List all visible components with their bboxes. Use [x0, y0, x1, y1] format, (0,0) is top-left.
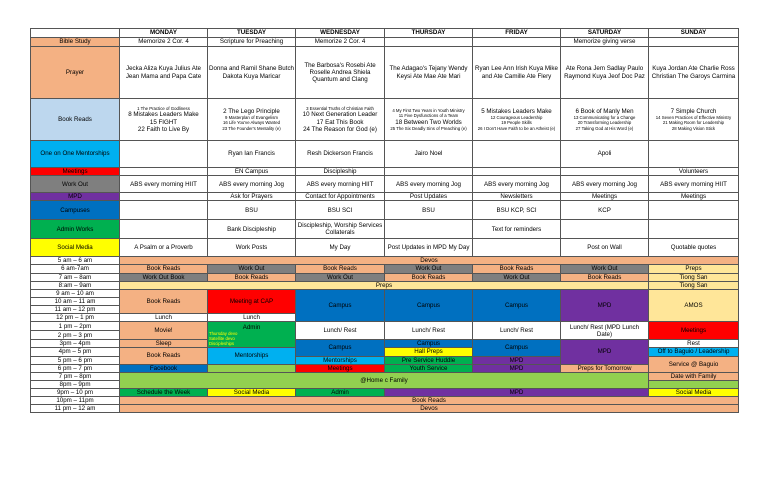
admin-cell: [561, 220, 649, 239]
meetings-cell: Volunteers: [649, 168, 739, 176]
social-media-cell: [473, 239, 561, 257]
work-out-block: Work Out: [385, 265, 473, 273]
book-title: 7 Simple Church: [670, 108, 717, 116]
admin-works-row: [31, 220, 739, 239]
book-title: 17 Eat This Book: [316, 118, 364, 126]
campuses-row: [31, 201, 739, 220]
row-label-campuses: Campuses: [31, 201, 120, 220]
devos-block: Devos: [120, 257, 739, 265]
mpd-block: MPD: [385, 389, 649, 397]
admin-title: Admin: [242, 323, 261, 331]
time-label: 5 am – 6 am: [31, 257, 120, 265]
prayer-cell: Kuya Jordan Ate Charlie Ross Christian The Garoys Carmina: [649, 47, 739, 99]
mpd-row: [31, 193, 739, 201]
prayer-cell: The Barbosa's Rosebi Ate Roselle Andrea Shiela Quantum and Clang: [296, 47, 385, 99]
book-reads-cell: [120, 99, 208, 141]
time-row: [31, 265, 739, 273]
mentorship-cell: [649, 141, 739, 168]
time-label: 3pm – 4pm: [31, 340, 120, 348]
rest-block: Rest: [649, 340, 739, 348]
mentorships-row: [31, 141, 739, 168]
work-out-cell: ABS every morning Jog: [473, 176, 561, 193]
admin-cell: [120, 220, 208, 239]
book-title: 25 The Six Deadly Sins of Preaching (e): [390, 125, 467, 131]
meetings-cell: EN Campus: [208, 168, 296, 176]
book-title: 2 The Lego Principle: [223, 108, 280, 116]
book-reads-cell: [561, 99, 649, 141]
mpd-block: MPD: [473, 364, 561, 372]
book-title: 13 Communicating for a Change: [573, 115, 636, 121]
meetings-cell: [385, 168, 473, 176]
mentorships-block: Mentorships: [296, 356, 385, 364]
campus-cell: KCP: [561, 201, 649, 220]
schedule-body: [31, 29, 739, 413]
social-media-cell: My Day: [296, 239, 385, 257]
mentorship-cell: Resh Dickerson Francis: [296, 141, 385, 168]
mentorships-block: Mentorships: [208, 348, 296, 364]
book-title: 10 Next Generation Leader: [302, 111, 378, 119]
schedule-week-block: Schedule the Week: [120, 389, 208, 397]
time-label: 7 am – 8am: [31, 273, 120, 281]
book-title: 26 I Don't Have Faith to be an Atheist (e): [477, 125, 556, 131]
campus-cell: BSU: [208, 201, 296, 220]
social-media-cell: A Psalm or a Proverb: [120, 239, 208, 257]
book-title: 14 Seven Practices of Effective Ministry: [655, 115, 732, 121]
work-out-row: [31, 176, 739, 193]
time-label: 8:am – 9am: [31, 281, 120, 289]
book-title: 4 My First Two Years in Youth Ministry: [392, 108, 465, 114]
schedule-sheet: [30, 28, 738, 413]
social-media-cell: Quotable quotes: [649, 239, 739, 257]
bible-study-cell: Scripture for Preaching: [208, 38, 296, 47]
header-row: [31, 29, 739, 38]
preps-block: Preps: [649, 265, 739, 273]
prayer-cell: Ate Rona Jem Sadlay Paulo Raymond Kuya Jeof Doc Paz: [561, 47, 649, 99]
admin-cell: Discipleship, Worship Services Collaterals: [296, 220, 385, 239]
meetings-row: [31, 168, 739, 176]
book-title: 12 Courageous Leadership: [490, 115, 543, 121]
prayer-cell: Donna and Ramil Shane Butch Dakota Kuya Maricar: [208, 47, 296, 99]
book-title: 18 Between Two Worlds: [395, 118, 462, 126]
mpd-block: MPD: [561, 340, 649, 364]
sleep-block: Sleep: [120, 340, 208, 348]
social-media-block: Social Media: [649, 389, 739, 397]
meeting-at-cap-block: Meeting at CAP: [208, 289, 296, 313]
book-title: 1 The Practice of Godliness: [137, 106, 190, 112]
mentorship-cell: Apoli: [561, 141, 649, 168]
admin-cell: Bank Discipleship: [208, 220, 296, 239]
work-out-block: Work Out: [561, 265, 649, 273]
time-row: [31, 322, 739, 331]
prayer-row: [31, 47, 739, 99]
book-reads-cell: [385, 99, 473, 141]
book-reads-block: Book Reads: [120, 397, 739, 405]
meetings-cell: [561, 168, 649, 176]
time-row: [31, 364, 739, 372]
book-reads-block: Book Reads: [120, 265, 208, 273]
lunch-block: Lunch: [208, 314, 296, 322]
time-row: [31, 257, 739, 265]
preps-tomorrow-block: Preps for Tomorrow: [561, 364, 649, 372]
book-reads-cell: [649, 99, 739, 141]
time-label: 8pm – 9pm: [31, 380, 120, 388]
prayer-cell: Jecka Aliza Kuya Julius Ate Jean Mama and Papa Cate: [120, 47, 208, 99]
bible-study-cell: [649, 38, 739, 47]
campus-cell: [120, 201, 208, 220]
work-out-cell: ABS every morning Jog: [561, 176, 649, 193]
time-row: [31, 397, 739, 405]
book-reads-block: Book Reads: [120, 348, 208, 364]
mentorship-cell: Jairo Noel: [385, 141, 473, 168]
work-out-block: Work Out: [473, 273, 561, 281]
book-title: 23 The Founder's Mentality (e): [222, 125, 281, 131]
time-row: [31, 340, 739, 348]
book-title: 8 Mistakes Leaders Make: [128, 111, 199, 119]
amos-block: AMOS: [649, 289, 739, 322]
time-label: 12 pm – 1 pm: [31, 314, 120, 322]
time-label: 6 pm – 7 pm: [31, 364, 120, 372]
book-reads-cell: [208, 99, 296, 141]
time-label: 2 pm – 3 pm: [31, 331, 120, 340]
book-title: 15 FIGHT: [149, 118, 178, 126]
time-row: [31, 281, 739, 289]
pre-service-huddle-block: Pre Service Huddle: [385, 356, 473, 364]
youth-service-block: Youth Service: [385, 364, 473, 372]
social-media-cell: Post on Wall: [561, 239, 649, 257]
row-label-meetings: Meetings: [31, 168, 120, 176]
social-media-row: [31, 239, 739, 257]
row-label-bible-study: Bible Study: [31, 38, 120, 47]
date-family-block: Date with Family: [649, 372, 739, 380]
bible-study-cell: [473, 38, 561, 47]
campus-block: Campus: [296, 289, 385, 322]
time-label: 11 am – 12 pm: [31, 306, 120, 314]
time-label: 9 am – 10 am: [31, 289, 120, 297]
corner-cell: [31, 29, 120, 38]
tiong-san-block: Tiong San: [649, 273, 739, 281]
time-label: 5 pm – 6 pm: [31, 356, 120, 364]
admin-note: Thursday devo Satellite devo Discipleships: [209, 330, 238, 346]
lunch-rest-mpd-block: Lunch/ Rest (MPD Lunch Date): [561, 322, 649, 340]
mentorship-cell: [473, 141, 561, 168]
time-label: 11 pm – 12 am: [31, 405, 120, 413]
tiong-san-block: Tiong San: [649, 281, 739, 289]
row-label-work-out: Work Out: [31, 176, 120, 193]
mpd-cell: [120, 193, 208, 201]
admin-cell: Text for reminders: [473, 220, 561, 239]
book-reads-block: Book Reads: [120, 289, 208, 313]
book-title: 9 Masterplan of Evangelism: [224, 115, 279, 121]
book-title: 27 Taking God at His Word (e): [575, 125, 634, 131]
time-label: 10pm – 11pm: [31, 397, 120, 405]
work-out-cell: ABS every morning Jog: [208, 176, 296, 193]
work-out-block: Work Out: [208, 265, 296, 273]
row-label-book-reads: Book Reads: [31, 99, 120, 141]
campus-block: Campus: [473, 289, 561, 322]
book-reads-block: Book Reads: [473, 265, 561, 273]
book-title: 11 Five Dysfunctions of a Team: [398, 113, 459, 119]
meetings-cell: [473, 168, 561, 176]
book-reads-cell: [296, 99, 385, 141]
book-title: 28 Making Vision Stick: [671, 125, 716, 131]
lunch-block: Lunch: [120, 314, 208, 322]
book-title: 5 Mistakes Leaders Make: [481, 108, 552, 116]
movie-block: Movie!: [120, 322, 208, 340]
campus-cell: BSU KCP, SCI: [473, 201, 561, 220]
day-header: SUNDAY: [649, 29, 739, 38]
free-block: [208, 364, 296, 372]
day-header: WEDNESDAY: [296, 29, 385, 38]
row-label-social-media: Social Media: [31, 239, 120, 257]
campus-block: Campus: [296, 340, 385, 356]
book-reads-row: [31, 99, 739, 141]
time-row: [31, 372, 739, 380]
row-label-mentorships: One on One Mentorships: [31, 141, 120, 168]
bible-study-cell: [385, 38, 473, 47]
mentorship-cell: [120, 141, 208, 168]
work-out-cell: ABS every morning HIIT: [120, 176, 208, 193]
weekly-schedule-table: [30, 28, 739, 413]
prayer-cell: Ryan Lee Ann Irish Kuya Mike and Ate Camille Ate Flery: [473, 47, 561, 99]
devos-block: Devos: [120, 405, 739, 413]
book-title: 19 People Skills: [501, 120, 532, 126]
day-header: THURSDAY: [385, 29, 473, 38]
lunch-rest-block: Lunch/ Rest: [473, 322, 561, 340]
admin-cell: [385, 220, 473, 239]
meetings-cell: Discipleship: [296, 168, 385, 176]
work-out-block: Work Out: [296, 273, 385, 281]
campus-cell: BSU SCI: [296, 201, 385, 220]
day-header: FRIDAY: [473, 29, 561, 38]
time-label: 1 pm – 2pm: [31, 322, 120, 331]
book-reads-block: Book Reads: [208, 273, 296, 281]
book-title: 24 The Reason for God (e): [303, 125, 377, 133]
bible-study-cell: Memorize 2 Cor. 4: [296, 38, 385, 47]
mpd-cell: Post Updates: [385, 193, 473, 201]
row-label-prayer: Prayer: [31, 47, 120, 99]
book-reads-block: Book Reads: [561, 273, 649, 281]
mpd-cell: Newsletters: [473, 193, 561, 201]
book-reads-block: Book Reads: [385, 273, 473, 281]
prayer-cell: The Adagao's Tejany Wendy Keysi Ate Mae Ate Mari: [385, 47, 473, 99]
book-title: 6 Book of Manly Men: [575, 108, 634, 116]
campus-block: Campus: [385, 289, 473, 322]
time-row: [31, 389, 739, 397]
day-header: SATURDAY: [561, 29, 649, 38]
meetings-cell: [120, 168, 208, 176]
service-baguio-block: Service @ Baguio: [649, 356, 739, 372]
campus-cell: BSU: [385, 201, 473, 220]
mentorship-cell: Ryan Ian Francis: [208, 141, 296, 168]
hall-preps-block: Hall Preps: [385, 348, 473, 356]
social-media-block: Social Media: [208, 389, 296, 397]
admin-block: Admin: [296, 389, 385, 397]
time-label: 9pm – 10 pm: [31, 389, 120, 397]
campus-cell: [649, 201, 739, 220]
mpd-cell: Contact for Appointments: [296, 193, 385, 201]
book-title: 3 Essential Truths of Christian Faith: [306, 106, 374, 112]
meetings-block: Meetings: [649, 322, 739, 340]
home-family-block: @Home c Family: [120, 372, 649, 388]
row-label-mpd: MPD: [31, 193, 120, 201]
row-label-admin-works: Admin Works: [31, 220, 120, 239]
day-header: MONDAY: [120, 29, 208, 38]
mpd-block: MPD: [473, 356, 561, 364]
social-media-cell: Work Posts: [208, 239, 296, 257]
work-out-cell: ABS every morning HIIT: [296, 176, 385, 193]
lunch-rest-block: Lunch/ Rest: [296, 322, 385, 340]
day-header: TUESDAY: [208, 29, 296, 38]
book-title: 16 Life You've Always Wanted: [222, 120, 281, 126]
mpd-cell: Meetings: [649, 193, 739, 201]
time-label: 7 pm – 8pm: [31, 372, 120, 380]
social-media-cell: Post Updates in MPD My Day: [385, 239, 473, 257]
lunch-rest-block: Lunch/ Rest: [385, 322, 473, 340]
mpd-cell: Ask for Prayers: [208, 193, 296, 201]
bible-study-cell: Memorize giving verse: [561, 38, 649, 47]
time-row: [31, 405, 739, 413]
family-block: [649, 380, 739, 388]
time-row: [31, 273, 739, 281]
mpd-cell: Meetings: [561, 193, 649, 201]
work-out-book-block: Work Out Book: [120, 273, 208, 281]
admin-cell: [649, 220, 739, 239]
facebook-block: Facebook: [120, 364, 208, 372]
time-row: [31, 289, 739, 297]
bible-study-row: [31, 38, 739, 47]
book-reads-block: Book Reads: [296, 265, 385, 273]
preps-block: Preps: [120, 281, 649, 289]
book-title: 22 Faith to Live By: [137, 125, 190, 133]
book-reads-cell: [473, 99, 561, 141]
book-title: 20 Transforming Leadership: [577, 120, 632, 126]
meetings-block: Meetings: [296, 364, 385, 372]
campus-block: Campus: [473, 340, 561, 356]
admin-block: [208, 322, 296, 348]
book-title: 21 Making Room for Leadership: [662, 120, 725, 126]
campus-block: Campus: [385, 340, 473, 348]
bible-study-cell: Memorize 2 Cor. 4: [120, 38, 208, 47]
off-to-baguio-block: Off to Baguio / Leadership: [649, 348, 739, 356]
time-label: 6 am-7am: [31, 265, 120, 273]
time-label: 10 am – 11 am: [31, 297, 120, 305]
work-out-cell: ABS every morning HIIT: [649, 176, 739, 193]
time-label: 4pm – 5 pm: [31, 348, 120, 356]
work-out-cell: ABS every morning Jog: [385, 176, 473, 193]
mpd-block: MPD: [561, 289, 649, 322]
